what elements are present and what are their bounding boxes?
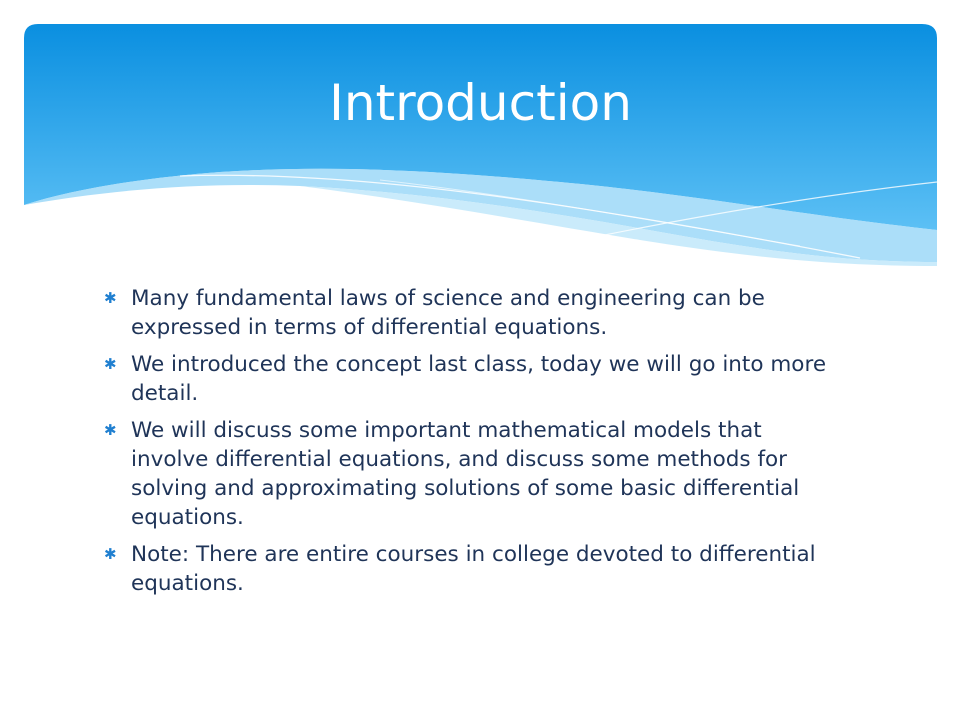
bullet-text: We introduced the concept last class, today we will go into more detail. <box>131 352 827 406</box>
slide-title: Introduction <box>329 74 632 132</box>
asterisk-icon: ✱ <box>104 355 117 373</box>
bullet-item <box>104 416 844 532</box>
bullet-list <box>104 284 844 606</box>
bullet-text: Many fundamental laws of science and engineering can be expressed in terms of differential equations. <box>131 286 765 340</box>
bullet-item <box>104 284 844 342</box>
bullet-text: Note: There are entire courses in college devoted to differential equations. <box>131 542 816 596</box>
asterisk-icon: ✱ <box>104 421 117 439</box>
bullet-item <box>104 540 844 598</box>
asterisk-icon: ✱ <box>104 545 117 563</box>
bullet-text: We will discuss some important mathematical models that involve differential equations, and discuss some methods for solving and approximating solutions of some basic differential equations. <box>131 418 800 530</box>
asterisk-icon: ✱ <box>104 289 117 307</box>
bullet-item <box>104 350 844 408</box>
